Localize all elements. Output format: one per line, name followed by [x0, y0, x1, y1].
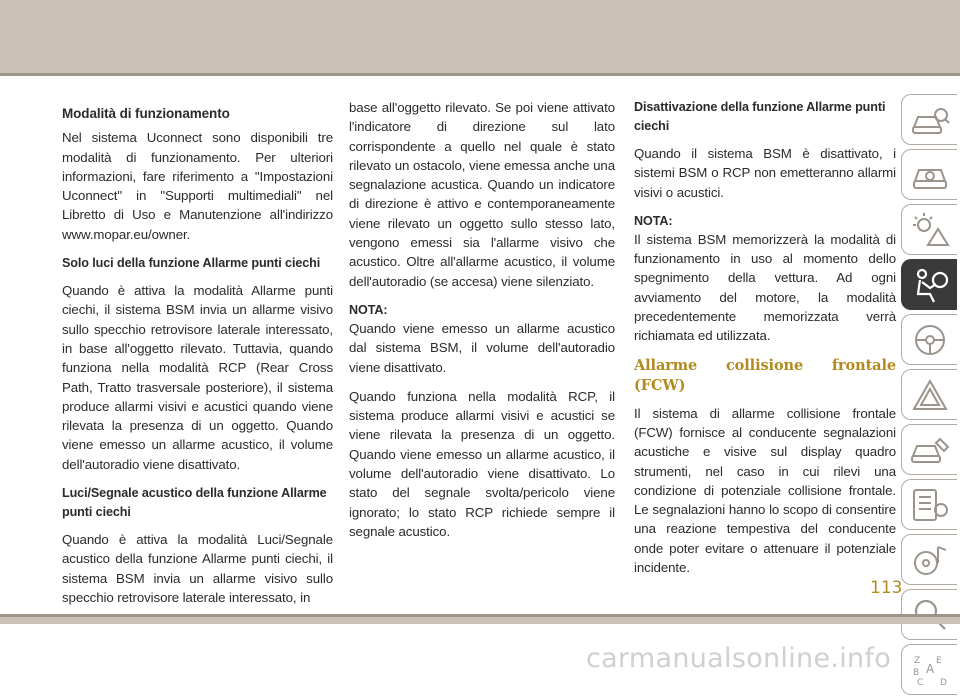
paragraph-bsm-off: Quando il sistema BSM è disattivato, i sistemi BSM o RCP non emetteranno allarmi visivi o acustici.: [634, 146, 896, 200]
hazard-triangle-icon: [910, 376, 950, 414]
svg-text:D: D: [939, 677, 947, 688]
tab-driving[interactable]: [901, 314, 957, 365]
note-label: NOTA:: [349, 302, 388, 317]
column-3: [634, 98, 896, 587]
svg-text:C: C: [916, 677, 923, 688]
chapter-tabs: [901, 94, 960, 699]
paragraph-lights-only: Quando è attiva la modalità Allarme punti ciechi, il sistema BSM invia un allarme visivo sullo specchio retrovisore laterale interessato, in base all'oggetto rilevato. Tuttavia, quando funziona nella modalità RCP (Rear Cross Path, Tratto trasversale posteriore), il sistema produce allarmi visivi e acustici quando viene rilevata la presenza di un oggetto. Quando viene emesso un allarme acustico, il volume dell'autoradio viene disattivato.: [62, 283, 333, 472]
paragraph-modes-intro: Nel sistema Uconnect sono disponibili tre modalità di funzionamento. Per ulteriori informazioni, fare riferimento a "Impostazioni Uconnect" in "Supporti multimediali" nel Libretto di Uso e Manutenzione all'indirizzo www.mopar.eu/owner.: [62, 130, 333, 242]
tab-maintenance[interactable]: [901, 424, 957, 475]
note-text: Il sistema BSM memorizzerà la modalità di funzionamento in uso al momento dello spegnimento della vettura. Ad ogni avviamento del motore, la modalità precedentemente memorizzata verrà richiamata ed utilizzata.: [634, 231, 896, 344]
note-text: Quando viene emesso un allarme acustico dal sistema BSM, il volume dell'autoradio viene disattivato.: [349, 320, 615, 375]
svg-text:Z: Z: [913, 655, 920, 666]
car-magnifier-icon: [910, 101, 950, 139]
tab-specifications[interactable]: [901, 479, 957, 530]
top-band-rule: [0, 73, 960, 76]
car-dashboard-icon: [910, 156, 950, 194]
paragraph-fcw: Il sistema di allarme collisione frontale (FCW) fornisce al conducente segnalazioni acustiche e visive sul display quadro strumenti, nel caso in cui rilevi una condizione di potenziale collisione frontale. Le segnalazioni hanno lo scopo di consentire una reazione tempestiva del conducente onde poter evitare o attenuare il potenziale incidente.: [634, 405, 896, 576]
section-heading-modes: Modalità di funzionamento: [62, 106, 230, 121]
car-wrench-icon: [910, 431, 950, 469]
watermark: carmanualsonline.info: [586, 643, 892, 674]
note-block-memory: [634, 212, 896, 346]
svg-text:E: E: [935, 655, 942, 666]
section-heading-fcw: Allarme collisione frontale (FCW): [634, 356, 896, 394]
top-band: [0, 0, 960, 76]
bottom-band: [0, 614, 960, 624]
subheading-lights-chime: Luci/Segnale acustico della funzione Allarme punti ciechi: [62, 486, 327, 520]
paragraph-lights-chime-continued: base all'oggetto rilevato. Se poi viene attivato l'indicatore di direzione sul lato corrispondente a quello nel quale è stato rilevato un ostacolo, viene emessa anche una segnalazione acustica. Quando un indicatore di direzione è attivo e contemporaneamente viene rilevato un oggetto sullo stesso lato, vengono emessi sia l'allarme visivo che acustico. Oltre all'allarme acustico, il volume dell'autoradio (se accesa) viene silenziato.: [349, 100, 615, 289]
tab-safety[interactable]: [901, 259, 957, 310]
bottom-band-rule: [0, 614, 960, 617]
warning-lights-icon: [910, 211, 950, 249]
svg-text:B: B: [912, 667, 919, 678]
alphabetical-index-icon: [910, 651, 950, 689]
tab-dashboard[interactable]: [901, 149, 957, 200]
page-number: 113: [870, 578, 903, 598]
steering-wheel-icon: [910, 321, 950, 359]
tab-car-inspection[interactable]: [901, 94, 957, 145]
multimedia-icon: [910, 541, 950, 579]
svg-text:A: A: [925, 661, 934, 676]
seat-airbag-icon: [910, 266, 950, 304]
subheading-bsm-off: Disattivazione della funzione Allarme punti ciechi: [634, 100, 886, 133]
column-2: [349, 98, 615, 551]
subheading-lights-only: Solo luci della funzione Allarme punti ciechi: [62, 256, 321, 271]
note-block-bsm: [349, 301, 615, 377]
tab-emergency[interactable]: [901, 369, 957, 420]
paragraph-rcp-mode: Quando funziona nella modalità RCP, il sistema produce allarmi visivi e acustici se viene rilevata la presenza di un oggetto. Quando viene emesso un allarme acustico, il volume dell'autoradio viene disattivato. Lo stato del segnale svolta/pericolo viene ignorato; lo stato RCP richiede sempre il segnale acustico.: [349, 388, 615, 539]
tab-warning-lights[interactable]: [901, 204, 957, 255]
column-1: [62, 98, 333, 617]
note-label: NOTA:: [634, 213, 673, 228]
specifications-icon: [910, 486, 950, 524]
tab-index[interactable]: [901, 644, 957, 695]
tab-multimedia[interactable]: [901, 534, 957, 585]
paragraph-lights-chime: Quando è attiva la modalità Luci/Segnale acustico della funzione Allarme punti ciechi, il sistema BSM invia un allarme visivo sullo specchio retrovisore laterale interessato, in: [62, 532, 333, 605]
